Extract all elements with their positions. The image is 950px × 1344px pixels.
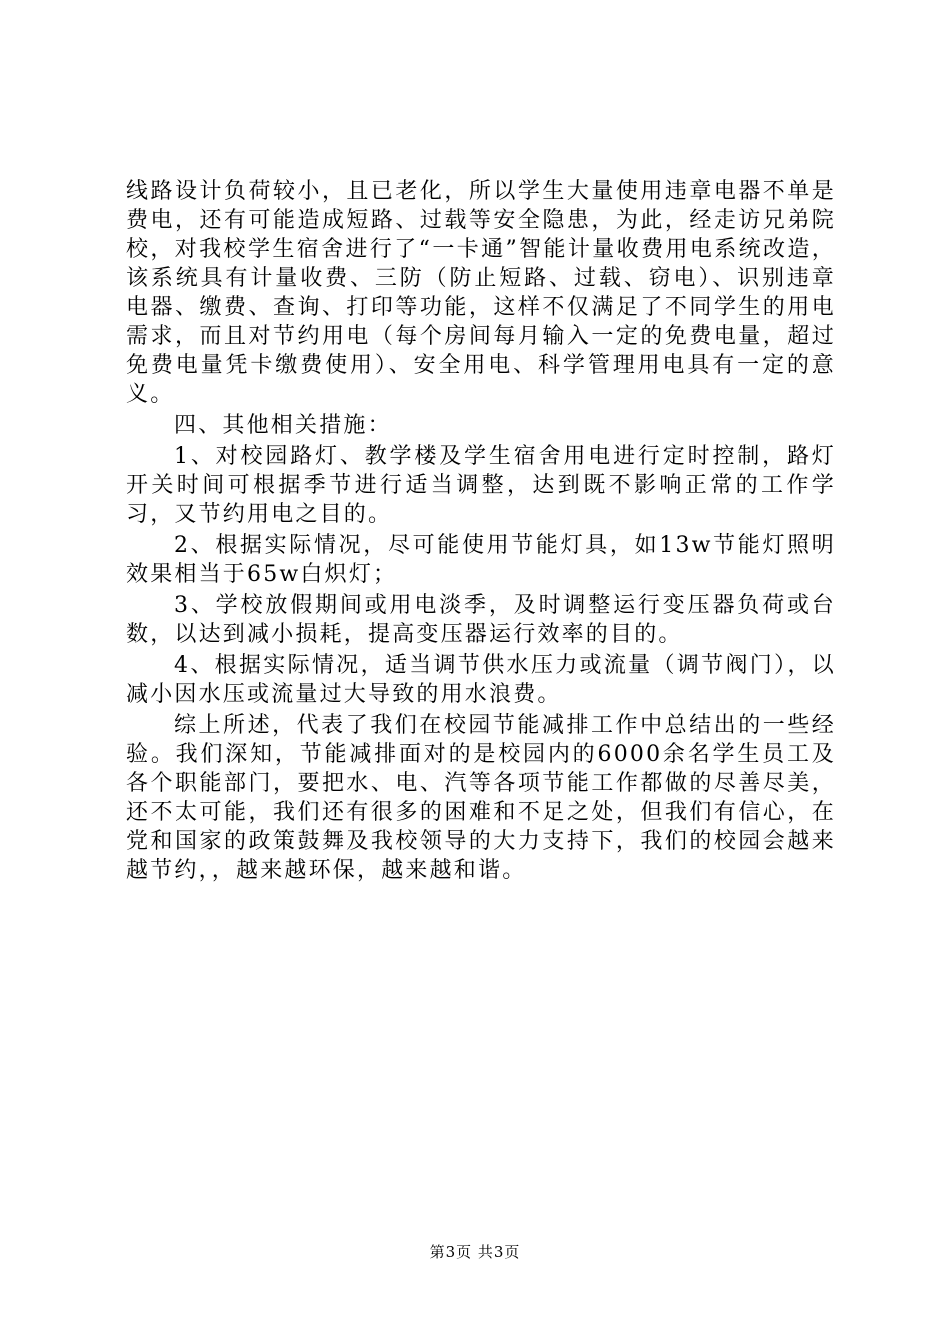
section-heading-other-measures: 四、其他相关措施：	[174, 413, 392, 438]
paragraph-measure-1: 1、对校园路灯、教学楼及学生宿舍用电进行定时控制，路灯开关时间可根据季节进行适当调整，达到既不影响正常的工作学习，又节约用电之目的。	[126, 444, 836, 527]
paragraph-conclusion: 综上所述，代表了我们在校园节能减排工作中总结出的一些经验。我们深知，节能减排面对的是校园内的6000余名学生员工及各个职能部门，要把水、电、汽等各项节能工作都做的尽善尽美，还不太可能，我们还有很多的困难和不足之处，但我们有信心，在党和国家的政策鼓舞及我校领导的大力支持下，我们的校园会越来越节约，，越来越环保，越来越和谐。	[126, 713, 836, 883]
paragraph-measure-4: 4、根据实际情况，适当调节供水压力或流量（调节阀门），以减小因水压或流量过大导致的用水浪费。	[126, 653, 836, 707]
paragraph-measure-2: 2、根据实际情况，尽可能使用节能灯具，如13w节能灯照明效果相当于65w白炽灯；	[126, 533, 836, 587]
paragraph-measure-3: 3、学校放假期间或用电淡季，及时调整运行变压器负荷或台数，以达到减小损耗，提高变压器运行效率的目的。	[126, 593, 836, 647]
paragraph-dorm-electricity: 线路设计负荷较小，且已老化，所以学生大量使用违章电器不单是费电，还有可能造成短路、过载等安全隐患，为此，经走访兄弟院校，对我校学生宿舍进行了“一卡通”智能计量收费用电系统改造，该系统具有计量收费、三防（防止短路、过载、窃电）、识别违章电器、缴费、查询、打印等功能，这样不仅满足了不同学生的用电需求，而且对节约用电（每个房间每月输入一定的免费电量，超过免费电量凭卡缴费使用）、安全用电、科学管理用电具有一定的意义。	[126, 179, 836, 407]
document-body	[126, 177, 836, 887]
page-number-footer: 第3页 共3页	[429, 1243, 521, 1261]
